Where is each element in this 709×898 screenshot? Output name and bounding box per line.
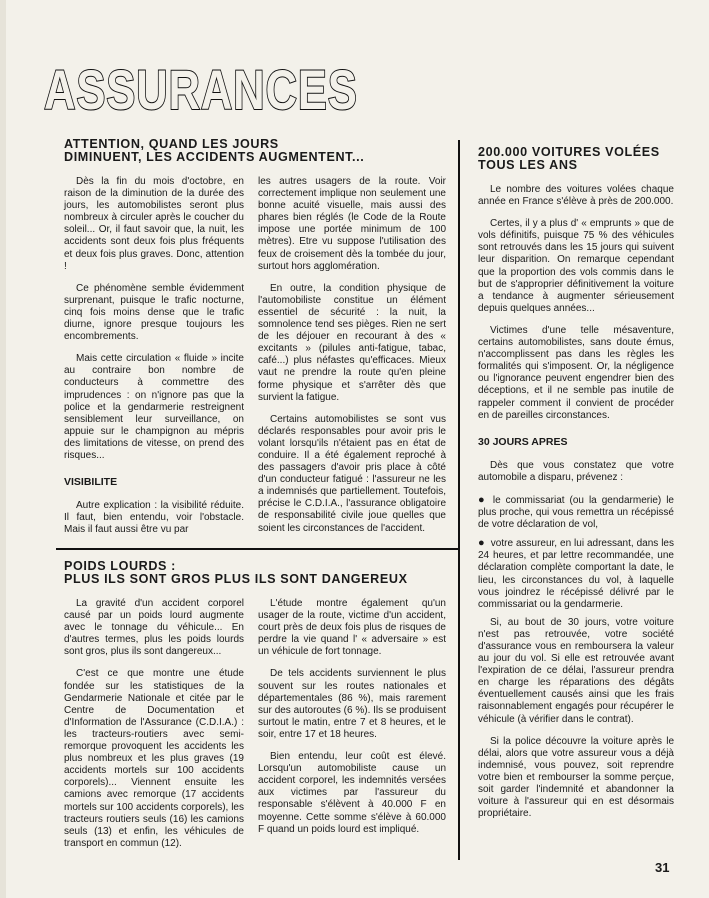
article1-paragraph: Autre explication : la visibilité réduite. Il faut, bien entendu, voir l'obstacle. Mais il faut aussi être vu par (64, 500, 244, 536)
article1-paragraph: Certains automobilistes se sont vus déclarés responsables pour avoir pris le volant lorsqu'ils n'étaient pas en état de conduire. Il a été également reproché à des passagers d'avoir pris place à côté d'un conducteur fatigué : l'assureur ne les a indemnisés que partiellement. Toutefois, précise le C.D.I.A., l'assurance obligatoire de responsabilité civile joue quelles que soient les circonstances de l'accident. (258, 413, 446, 534)
column-divider (458, 140, 460, 860)
article1-headline-line1: ATTENTION, QUAND LES JOURS (64, 137, 279, 151)
article2-paragraph: La gravité d'un accident corporel causé par un poids lourd augmente avec le tonnage du véhicule... En d'autres termes, plus les poids lourds sont gros, plus ils sont dangereux... (64, 598, 244, 658)
article3-column (478, 184, 674, 830)
article3-paragraph: Si la police découvre la voiture après le délai, alors que votre assureur vous a déjà indemnisé, vous pouvez, soit reprendre votre bien et rembourser la somme perçue, soit garder l'indemnité et abandonner la voiture à l'assureur qui en est désormais propriétaire. (478, 735, 674, 820)
article3-bullet (478, 537, 674, 611)
article2-column2 (258, 598, 446, 846)
article3-bullet-text: votre assureur, en lui adressant, dans les 24 heures, et par lettre recommandée, une déclaration complète comportant la date, le lieu, les circonstances du vol, à laquelle vous joindrez le récépissé délivré par le commissariat ou la gendarmerie. (478, 538, 674, 610)
article1-paragraph: Ce phénomène semble évidemment surprenant, puisque le trafic nocturne, cinq fois moins dense que le trafic diurne, ignore presque toujours les encombrements. (64, 282, 244, 343)
article2-column1 (64, 598, 244, 860)
article1-subhead: VISIBILITE (64, 476, 118, 489)
article1-paragraph: Dès la fin du mois d'octobre, en raison de la diminution de la durée des jours, les automobilistes seront plus nombreux à circuler après le coucher du soleil... Or, il faut savoir que, la nuit, les accidents sont deux fois plus fréquents et deux fois plus graves. Donc, attention ! (64, 176, 244, 272)
article1-column1 (64, 176, 244, 546)
article3-bullet (478, 494, 674, 531)
article3-paragraph: Dès que vous constatez que votre automobile a disparu, prévenez : (478, 459, 674, 483)
bullet-icon: ● (478, 493, 487, 506)
article1-paragraph: Mais cette circulation « fluide » incite au contraire bon nombre de conducteurs à commettre des imprudences : on n'ignore pas que la police et la gendarmerie restreignent sensiblement leur surveillance, on appuie sur le champignon au mépris des limitations de vitesse, on prend des risques... (64, 353, 244, 461)
article1-paragraph: En outre, la condition physique de l'automobiliste constitue un élément essentiel de sécurité : la nuit, la somnolence tend ses pièges. Rien ne sert de les déjouer en recourant à des « excitants » (pilules anti-fatigue, tabac, café...) plus néfastes qu'efficaces. Mieux vaut ne prendre la route qu'en pleine forme physique et s'arrêter dès que survient la fatigue. (258, 282, 446, 403)
page-number: 31 (655, 860, 670, 875)
article3-paragraph: Certes, il y a plus d' « emprunts » que de vols définitifs, puisque 75 % des véhicules sont retrouvés dans les 15 jours qui suivent leur disparition. On remarque cependant que la proportion des vols commis dans le but de s'approprier définitivement la voiture a tendance à augmenter sérieusement depuis quelques années... (478, 218, 674, 314)
article3-bullet-text: le commissariat (ou la gendarmerie) le plus proche, qui vous remettra un récépissé de votre déclaration de vol, (478, 494, 674, 531)
article2-headline-line2: PLUS ILS SONT GROS PLUS ILS SONT DANGEREUX (64, 572, 408, 586)
article3-paragraph: Le nombre des voitures volées chaque année en France s'élève à près de 200.000. (478, 184, 674, 208)
article2-paragraph: Bien entendu, leur coût est élevé. Lorsqu'un automobiliste cause un accident corporel, les indemnités versées aux victimes par l'assureur du responsable s'élèvent à 40.000 F en moyenne. Cette somme s'élève à 60.000 F quand un poids lourd est impliqué. (258, 751, 446, 835)
page-gutter (0, 0, 6, 898)
article2-paragraph: De tels accidents surviennent le plus souvent sur les routes nationales et départementales (86 %), mais rarement sur des autoroutes (6 %). Ils se produisent surtout le matin, entre 7 et 8 heures, et le soir, entre 17 et 18 heures. (258, 668, 446, 740)
article3-headline-line2: TOUS LES ANS (478, 158, 578, 172)
article2-top-rule (56, 548, 458, 550)
article2-paragraph: L'étude montre également qu'un usager de la route, victime d'un accident, court près de deux fois plus de risques de perdre la vie quand l' « adversaire » est un véhicule de fort tonnage. (258, 598, 446, 658)
article3-paragraph: Si, au bout de 30 jours, votre voiture n'est pas retrouvée, votre société d'assurance vous en remboursera la valeur au jour du vol. Si elle est retrouvée avant l'expiration de ce délai, l'assureur prendra en charge les réparations des dégâts éventuellement causés ainsi que les frais raisonnablement engagés pour récupérer le véhicule (à vérifier dans le contrat). (478, 616, 674, 725)
article2-headline-line1: POIDS LOURDS : (64, 559, 176, 573)
article1-paragraph: les autres usagers de la route. Voir correctement implique non seulement une bonne acuité visuelle, mais aussi des phares bien réglés (le Code de la Route impose une portée minimum de 100 mètres). Etre vu suppose l'utilisation des feux de croisement dès la tombée du jour, surtout hors agglomération. (258, 176, 446, 272)
article3-subhead: 30 JOURS APRES (478, 435, 568, 448)
article1-column2 (258, 176, 446, 545)
article3-paragraph: Victimes d'une telle mésaventure, certains automobilistes, sans doute émus, n'accomplissent pas dans les règles les formalités qui s'imposent. Or, la négligence ou l'ignorance peuvent engendrer bien des déceptions, et il ne semble pas inutile de rappeler comment il convient de procéder en de pareilles circonstances. (478, 324, 674, 421)
article1-headline-line2: DIMINUENT, LES ACCIDENTS AUGMENTENT... (64, 150, 365, 164)
bullet-icon: ● (478, 537, 485, 550)
article2-headline (64, 560, 454, 586)
article3-headline (478, 146, 676, 172)
article1-headline (64, 138, 444, 164)
article3-headline-line1: 200.000 VOITURES VOLÉES (478, 145, 660, 159)
section-masthead: ASSURANCES (44, 58, 358, 121)
article2-paragraph: C'est ce que montre une étude fondée sur les statistiques de la Gendarmerie Nationale et citée par le Centre de Documentation et d'Information de l'Assurance (C.D.I.A.) : les tracteurs-routiers avec semi-remorque provoquent les accidents les plus nombreux et les plus graves (19 accidents mortels sur 100 accidents corporels)... Viennent ensuite les camions avec remorque (17 accidents mortels sur 100 accidents corporels), les tracteurs routiers seuls (16) les camions seuls (13) et enfin, les véhicules de transport en commun (12). (64, 668, 244, 849)
